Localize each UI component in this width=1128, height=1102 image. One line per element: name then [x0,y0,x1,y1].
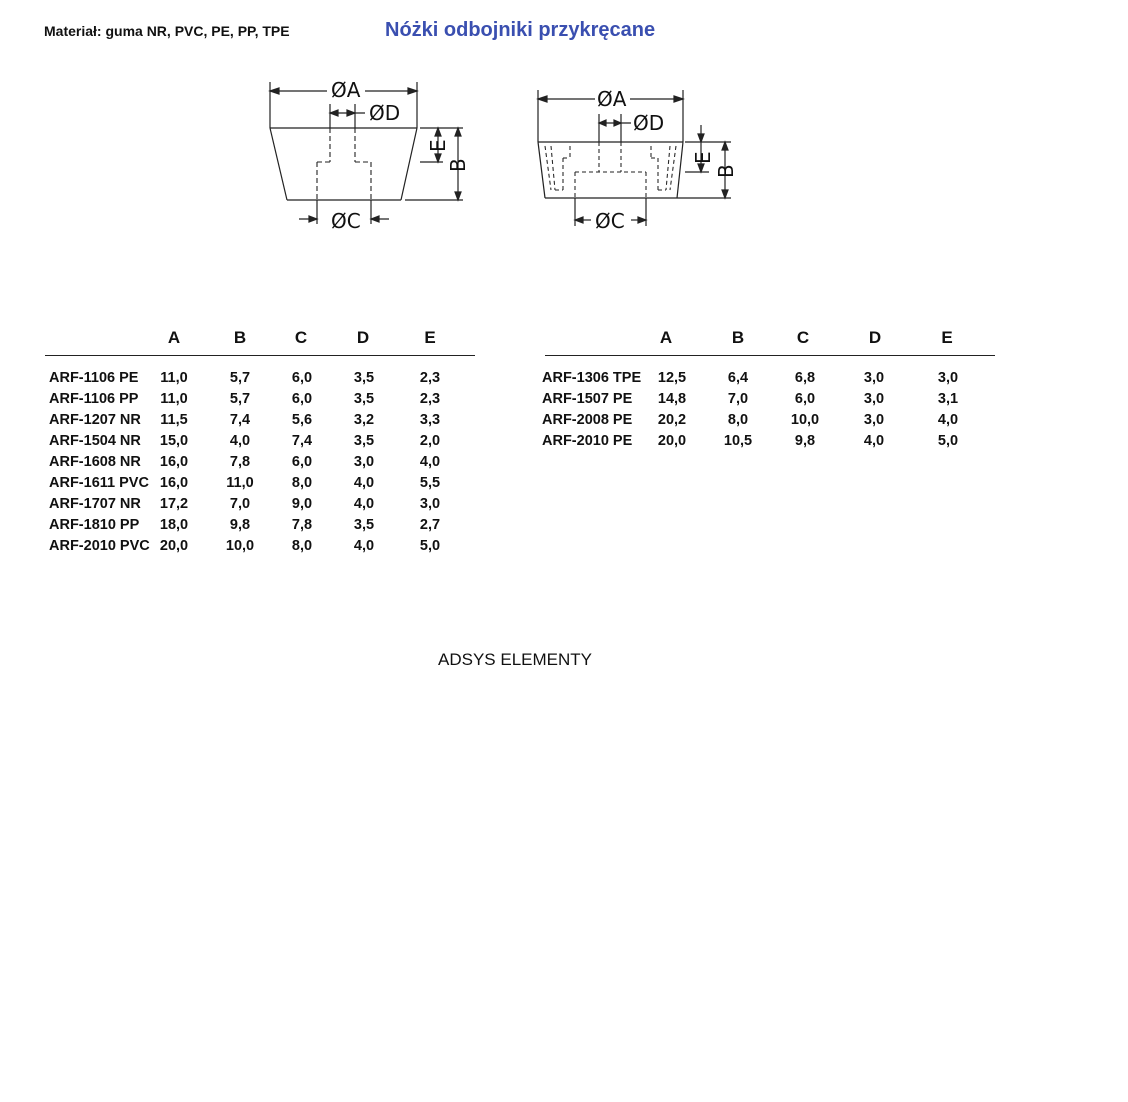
column-header-c: C [294,328,308,347]
table-row [542,391,997,412]
right-dim-a-label: ØA [597,87,627,111]
dimension-cell-b: 6,4 [727,370,749,386]
dimension-cell-a: 11,5 [160,412,188,428]
right-dim-e-label: E [691,151,715,164]
dimension-cell-c: 6,0 [291,391,313,407]
dimension-cell-e: 2,3 [419,391,441,407]
dimension-cell-e: 4,0 [937,412,959,428]
header-divider [545,355,995,356]
dimension-cell-c: 8,0 [291,538,313,554]
dimension-cell-a: 12,5 [657,370,687,386]
left-dim-b-label: B [446,158,470,172]
part-number-cell: ARF-1106 PE [49,370,139,386]
header-divider [45,355,475,356]
right-dim-b-label: B [714,164,738,178]
table-row [45,475,475,496]
dimension-cell-b: 8,0 [727,412,749,428]
right-dimensions-table [542,328,997,468]
column-header-d: D [868,328,882,347]
table-row [45,412,475,433]
part-number-cell: ARF-2010 PE [542,433,633,449]
column-header-a: A [659,328,673,347]
dimension-cell-a: 17,2 [159,496,189,512]
right-bumper-diagram [525,80,745,240]
dimension-cell-b: 10,5 [723,433,753,449]
dimension-cell-c: 6,0 [291,370,313,386]
dimension-cell-d: 3,2 [353,412,375,428]
dimension-cell-c: 6,8 [794,370,816,386]
part-number-cell: ARF-1608 NR [49,454,141,470]
left-dim-c-label: ØC [331,209,361,233]
table-row [45,454,475,475]
dimension-cell-d: 3,5 [353,391,375,407]
dimension-cell-a: 15,0 [159,433,189,449]
dimension-cell-e: 3,3 [419,412,441,428]
dimension-cell-a: 11,0 [160,391,188,407]
column-header-c: C [796,328,810,347]
dimension-cell-c: 6,0 [794,391,816,407]
part-number-cell: ARF-1507 PE [542,391,633,407]
part-number-cell: ARF-2010 PVC [49,538,150,554]
table-row [45,496,475,517]
left-bumper-diagram [255,72,485,242]
dimension-cell-d: 3,0 [863,370,885,386]
column-header-e: E [941,328,953,347]
part-number-cell: ARF-1306 TPE [542,370,642,386]
dimension-cell-d: 3,0 [863,412,885,428]
table-row [45,370,475,391]
left-dim-e-label: E [426,139,450,152]
dimension-cell-d: 4,0 [353,538,375,554]
dimension-cell-e: 2,3 [419,370,441,386]
dimension-cell-c: 10,0 [790,412,820,428]
column-header-a: A [167,328,181,347]
dimension-cell-a: 16,0 [159,454,189,470]
dimension-cell-d: 3,0 [863,391,885,407]
dimension-cell-e: 3,1 [937,391,959,407]
company-footer: ADSYS ELEMENTY [438,650,592,669]
dimension-cell-a: 16,0 [159,475,189,491]
dimension-cell-e: 5,5 [419,475,441,491]
column-header-b: B [233,328,247,347]
part-number-cell: ARF-1810 PP [49,517,140,533]
dimension-cell-c: 7,4 [291,433,313,449]
dimension-cell-b: 9,8 [229,517,251,533]
part-number-cell: ARF-1504 NR [49,433,141,449]
left-dim-a-label: ØA [331,78,361,102]
table-row [542,412,997,433]
dimension-cell-e: 4,0 [419,454,441,470]
table-row [542,370,997,391]
dimension-cell-d: 4,0 [863,433,885,449]
dimension-cell-e: 5,0 [419,538,441,554]
column-header-b: B [731,328,745,347]
dimension-cell-a: 11,0 [160,370,188,386]
part-number-cell: ARF-1106 PP [49,391,139,407]
dimension-cell-a: 20,0 [657,433,687,449]
dimension-cell-e: 3,0 [419,496,441,512]
part-number-cell: ARF-1207 NR [49,412,141,428]
dimension-cell-c: 5,6 [291,412,313,428]
dimension-cell-e: 2,0 [419,433,441,449]
dimension-cell-b: 7,8 [229,454,251,470]
column-header-e: E [424,328,436,347]
dimension-cell-c: 6,0 [291,454,313,470]
dimension-cell-c: 9,0 [291,496,313,512]
dimension-cell-a: 20,2 [657,412,687,428]
dimension-cell-b: 5,7 [229,391,251,407]
table-row [45,391,475,412]
dimension-cell-e: 3,0 [937,370,959,386]
table-row [45,538,475,559]
table-row [45,517,475,538]
table-row [542,433,997,454]
dimension-cell-d: 3,5 [353,433,375,449]
dimension-cell-c: 9,8 [794,433,816,449]
dimension-cell-b: 7,0 [727,391,749,407]
part-number-cell: ARF-2008 PE [542,412,633,428]
dimension-cell-e: 5,0 [937,433,959,449]
left-dimensions-table [45,328,475,568]
right-dim-c-label: ØC [595,209,625,233]
page-title: Nóżki odbojniki przykręcane [385,19,656,41]
part-number-cell: ARF-1707 NR [49,496,141,512]
dimension-cell-d: 3,5 [353,517,375,533]
dimension-cell-b: 7,4 [229,412,251,428]
dimension-cell-c: 8,0 [291,475,313,491]
dimension-cell-a: 20,0 [159,538,189,554]
material-label: Materiał: guma NR, PVC, PE, PP, TPE [44,23,290,39]
dimension-cell-d: 4,0 [353,496,375,512]
dimension-cell-a: 18,0 [159,517,189,533]
dimension-cell-d: 3,0 [353,454,375,470]
right-dim-d-label: ØD [633,111,665,135]
dimension-cell-b: 10,0 [225,538,255,554]
dimension-cell-c: 7,8 [291,517,313,533]
dimension-cell-d: 3,5 [353,370,375,386]
dimension-cell-d: 4,0 [353,475,375,491]
dimension-cell-b: 11,0 [226,475,254,491]
dimension-cell-a: 14,8 [657,391,687,407]
left-dim-d-label: ØD [369,101,401,125]
column-header-d: D [356,328,370,347]
table-row [45,433,475,454]
dimension-cell-b: 5,7 [229,370,251,386]
dimension-cell-b: 7,0 [229,496,251,512]
part-number-cell: ARF-1611 PVC [49,475,149,491]
dimension-cell-e: 2,7 [419,517,441,533]
dimension-cell-b: 4,0 [229,433,251,449]
